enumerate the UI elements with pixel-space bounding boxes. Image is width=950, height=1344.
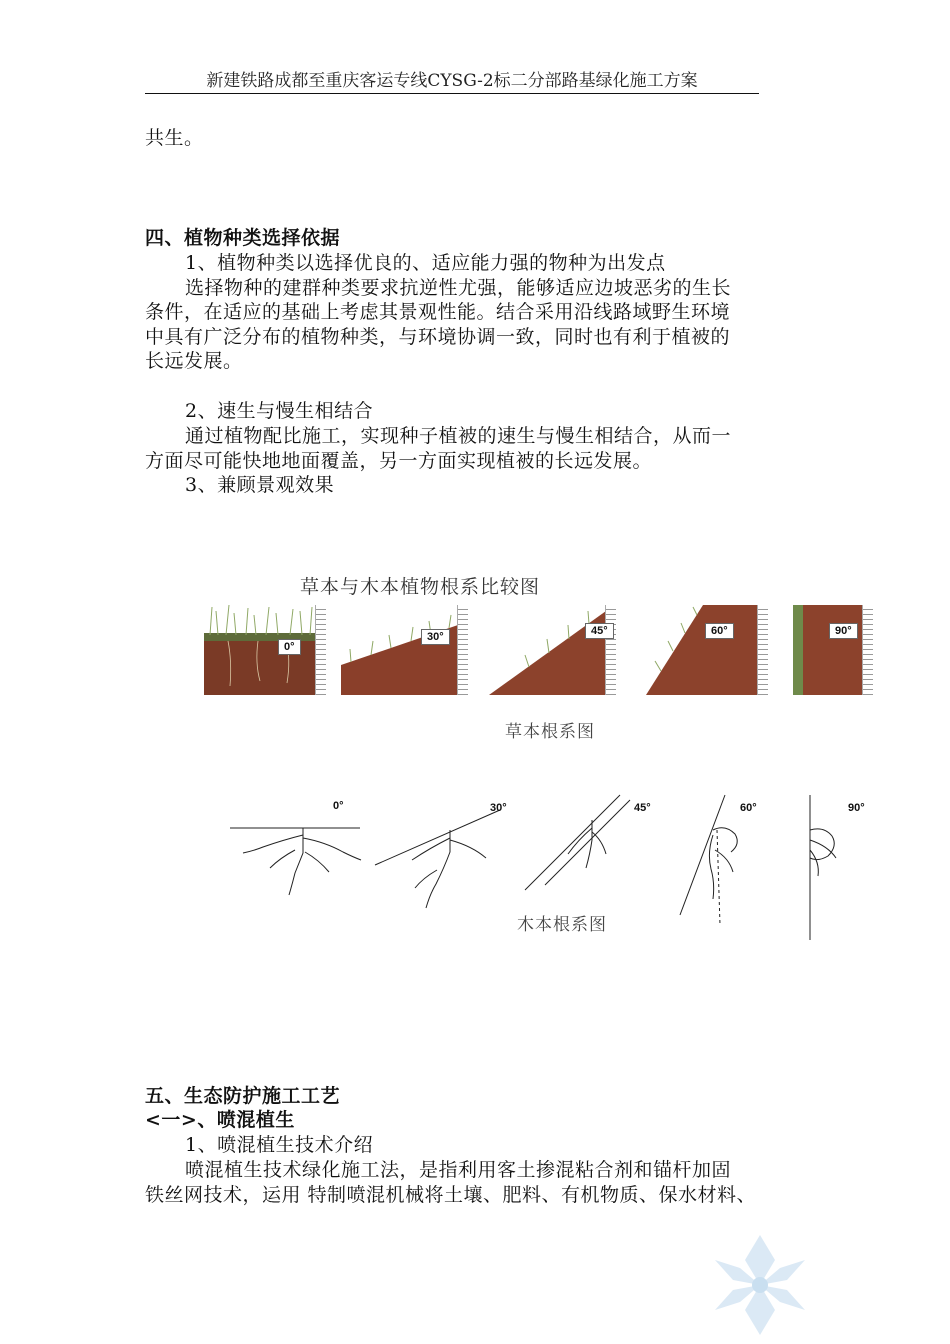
herb-root-photo-90: [793, 605, 873, 695]
herb-root-photo-30: [341, 605, 468, 695]
paragraph-line: 方面尽可能快地地面覆盖，另一方面实现植被的长远发展。: [145, 450, 653, 472]
angle-label: 30°: [490, 802, 507, 814]
paragraph-line: 铁丝网技术，运用 特制喷混机械将土壤、肥料、有机物质、保水材料、: [145, 1184, 757, 1206]
section5-title: 五、生态防护施工工艺: [145, 1085, 341, 1107]
angle-label: 60°: [740, 802, 757, 814]
snowflake-watermark-icon: [695, 1230, 825, 1340]
wood-caption: 木本根系图: [517, 915, 607, 935]
page-header: 新建铁路成都至重庆客运专线CYSG-2标二分部路基绿化施工方案: [145, 66, 759, 94]
paragraph-line: 中具有广泛分布的植物种类，与环境协调一致，同时也有利于植被的: [145, 326, 731, 348]
angle-label: 30°: [421, 629, 450, 645]
text-fragment: 共生。: [145, 127, 204, 149]
section5-sub1: <一>、喷混植生: [145, 1109, 295, 1131]
section4-item2-title: 2、速生与慢生相结合: [185, 400, 374, 422]
section5-item1-title: 1、喷混植生技术介绍: [185, 1134, 374, 1156]
section4-item3-title: 3、兼顾景观效果: [185, 474, 335, 496]
angle-label: 0°: [278, 639, 301, 655]
paragraph-line: 喷混植生技术绿化施工法，是指利用客土掺混粘合剂和锚杆加固: [185, 1159, 732, 1181]
angle-label: 45°: [634, 802, 651, 814]
paragraph-line: 长远发展。: [145, 350, 243, 372]
figure-title: 草本与木本植物根系比较图: [300, 576, 541, 598]
section4-item1-title: 1、植物种类以选择优良的、适应能力强的物种为出发点: [185, 252, 666, 274]
angle-label: 90°: [848, 802, 865, 814]
herb-caption: 草本根系图: [505, 722, 595, 742]
section4-title: 四、植物种类选择依据: [145, 227, 341, 249]
angle-label: 90°: [829, 623, 858, 639]
paragraph-line: 选择物种的建群种类要求抗逆性尤强，能够适应边坡恶劣的生长: [185, 277, 732, 299]
herb-root-photo-45: [489, 605, 616, 695]
angle-label: 45°: [585, 623, 614, 639]
paragraph-line: 条件，在适应的基础上考虑其景观性能。结合采用沿线路域野生环境: [145, 301, 731, 323]
herb-root-photo-60: [641, 605, 768, 695]
paragraph-line: 通过植物配比施工，实现种子植被的速生与慢生相结合，从而一: [185, 425, 732, 447]
herb-root-photo-0: [198, 605, 326, 695]
angle-label: 60°: [705, 623, 734, 639]
angle-label: 0°: [333, 800, 344, 812]
